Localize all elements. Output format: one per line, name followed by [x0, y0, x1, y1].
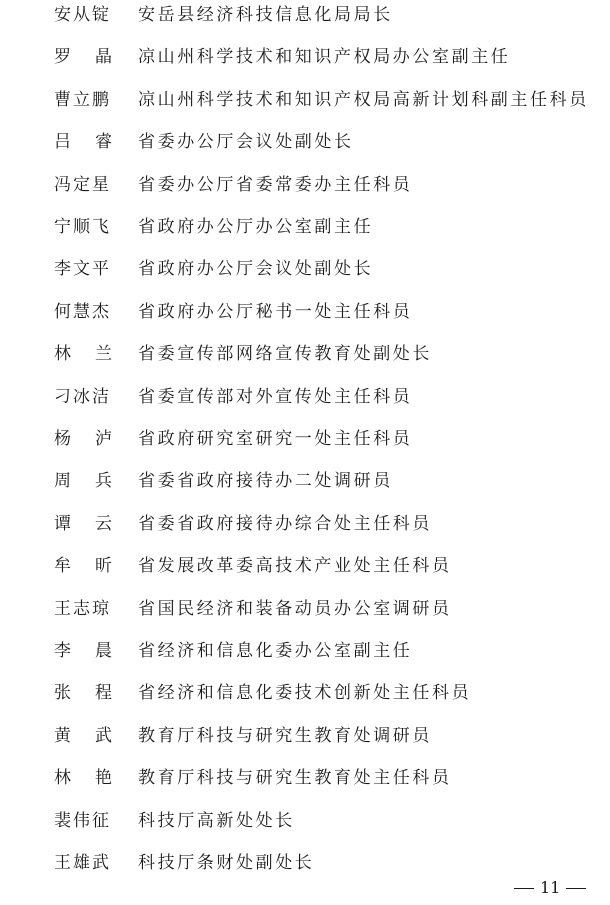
list-item [0, 763, 610, 793]
name-char: 兰 [95, 344, 112, 365]
name-char: 泸 [95, 429, 112, 449]
person-name [54, 339, 112, 369]
list-item [0, 212, 610, 242]
person-title: 省发展改革委高技术产业处主任科员 [138, 556, 452, 577]
list-item [0, 297, 610, 327]
name-char: 兵 [95, 471, 112, 492]
person-title: 科技厅条财处副处长 [138, 853, 315, 873]
person-title: 教育厅科技与研究生教育处主任科员 [138, 768, 452, 789]
person-title: 省委办公厅省委常委办主任科员 [138, 174, 413, 195]
person-name: 安从锭 [54, 5, 111, 25]
person-name [54, 466, 112, 496]
list-item [0, 551, 610, 581]
list-item [0, 85, 610, 115]
list-item [0, 382, 610, 412]
person-title: 省委省政府接待办综合处主任科员 [138, 513, 432, 534]
name-char: 云 [95, 513, 112, 534]
person-title: 凉山州科学技术和知识产权局办公室副主任 [138, 47, 511, 68]
name-char: 睿 [95, 132, 112, 153]
person-name [54, 127, 112, 157]
person-name [54, 42, 112, 72]
person-title: 安岳县经济科技信息化局局长 [138, 5, 393, 25]
person-name: 曹立鹏 [54, 89, 111, 110]
list-item [0, 594, 610, 624]
name-char: 李 [54, 641, 71, 661]
person-name [54, 509, 112, 539]
page-number: 11 [540, 878, 561, 897]
dash-right [566, 888, 586, 889]
list-item [0, 170, 610, 200]
person-title: 教育厅科技与研究生教育处调研员 [138, 725, 432, 746]
name-char: 艳 [95, 768, 112, 789]
person-title: 省委省政府接待办二处调研员 [138, 471, 393, 492]
name-char: 张 [54, 683, 71, 704]
list-item [0, 339, 610, 369]
person-name: 王志琼 [54, 598, 111, 619]
person-name: 宁顺飞 [54, 217, 111, 237]
person-name: 王雄武 [54, 853, 111, 873]
person-name: 刁冰洁 [54, 386, 111, 407]
person-title: 省委宣传部网络宣传教育处副处长 [138, 344, 432, 365]
name-char: 吕 [54, 132, 71, 153]
name-char: 林 [54, 768, 71, 789]
name-char: 牟 [54, 556, 71, 577]
person-title: 省政府办公厅会议处副处长 [138, 259, 374, 280]
person-name: 冯定星 [54, 174, 111, 195]
page-footer [514, 876, 586, 900]
name-char: 林 [54, 344, 71, 365]
person-title: 省经济和信息化委技术创新处主任科员 [138, 683, 472, 704]
person-title: 省委宣传部对外宣传处主任科员 [138, 386, 413, 407]
person-title: 省政府办公厅秘书一处主任科员 [138, 301, 413, 322]
person-title: 科技厅高新处处长 [138, 810, 295, 831]
person-name [54, 678, 112, 708]
person-title: 省经济和信息化委办公室副主任 [138, 641, 413, 661]
person-name [54, 551, 112, 581]
person-title: 省国民经济和装备动员办公室调研员 [138, 598, 452, 619]
person-title: 省政府办公厅办公室副主任 [138, 217, 374, 237]
name-char: 晶 [95, 47, 112, 68]
list-item [0, 127, 610, 157]
list-item [0, 806, 610, 836]
list-item [0, 42, 610, 72]
list-item [0, 636, 610, 666]
person-name [54, 721, 112, 751]
list-item [0, 721, 610, 751]
list-item [0, 848, 610, 878]
name-char: 程 [95, 683, 112, 704]
name-char: 杨 [54, 429, 71, 449]
dash-left [514, 888, 534, 889]
person-title: 凉山州科学技术和知识产权局高新计划科副主任科员 [138, 89, 589, 110]
person-name [54, 424, 112, 454]
name-char: 晨 [95, 641, 112, 661]
list-item [0, 466, 610, 496]
person-title: 省政府研究室研究一处主任科员 [138, 429, 413, 449]
name-char: 罗 [54, 47, 71, 68]
person-name [54, 636, 112, 666]
person-name: 何慧杰 [54, 301, 111, 322]
name-char: 周 [54, 471, 71, 492]
list-item [0, 678, 610, 708]
person-name: 李文平 [54, 259, 111, 280]
name-char: 谭 [54, 513, 71, 534]
list-item [0, 0, 610, 30]
person-name [54, 763, 112, 793]
list-item [0, 509, 610, 539]
list-item [0, 254, 610, 284]
name-char: 武 [95, 725, 112, 746]
person-title: 省委办公厅会议处副处长 [138, 132, 354, 153]
name-char: 黄 [54, 725, 71, 746]
list-item [0, 424, 610, 454]
name-char: 昕 [95, 556, 112, 577]
person-name: 裴伟征 [54, 810, 111, 831]
